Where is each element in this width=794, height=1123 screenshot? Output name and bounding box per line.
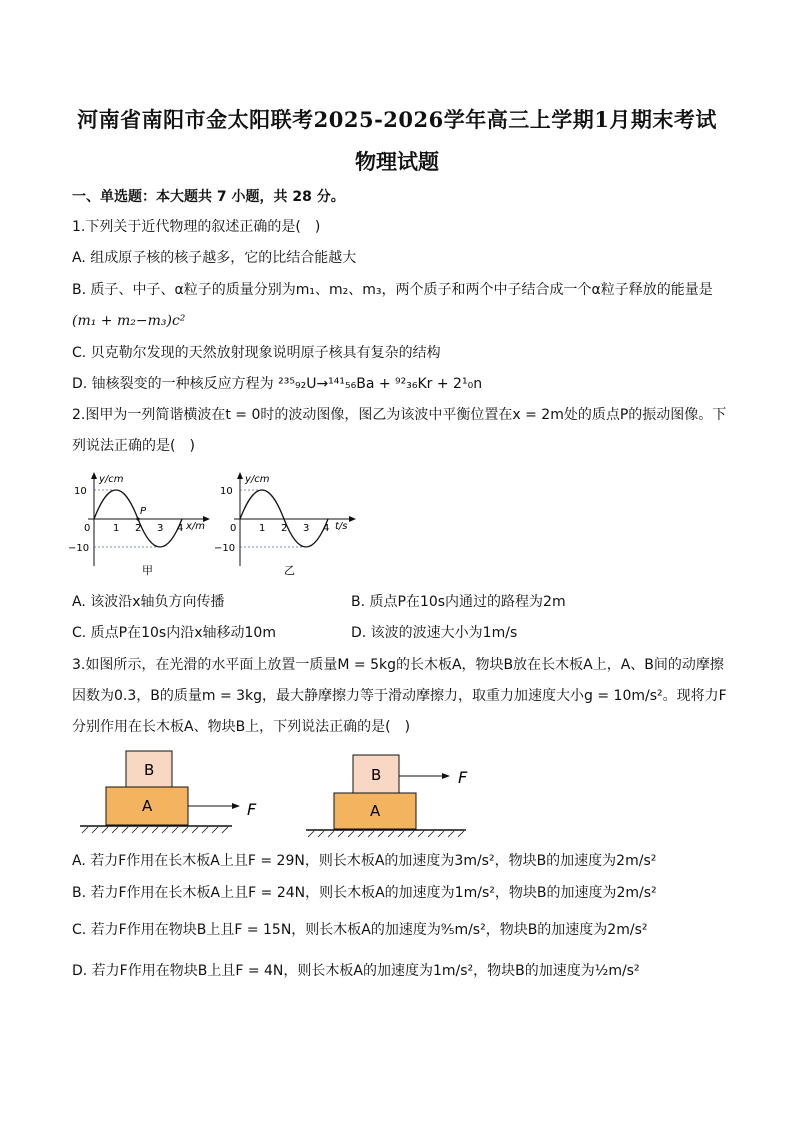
graph-left-ylabel: y/cm [99, 474, 124, 485]
graph-left-xlabel: x/m [186, 521, 206, 532]
exam-subtitle: 物理试题 [355, 149, 439, 174]
exam-title: 河南省南阳市金太阳联考2025-2026学年高三上学期1月期末考试 [77, 107, 717, 132]
graph-right-origin: 0 [230, 523, 237, 534]
q2-stem-line2: 列说法正确的是( ) [72, 438, 195, 454]
q1-option-d: D. 铀核裂变的一种核反应方程为 ²³⁵₉₂U→¹⁴¹₅₆Ba + ⁹²₃₆Kr + 2¹₀n [72, 376, 483, 392]
q2-option-c: C. 质点P在10s内沿x轴移动10m [72, 625, 276, 641]
q3-option-d: D. 若力F作用在物块B上且F = 4N，则长木板A的加速度为1m/s²，物块B的加速度为½m/s² [72, 963, 640, 979]
q1-option-c: C. 贝克勒尔发现的天然放射现象说明原子核具有复杂的结构 [72, 345, 441, 361]
point-p-marker [136, 517, 139, 520]
section-heading: 一、单选题：本大题共 7 小题，共 28 分。 [72, 189, 345, 205]
graph-left-ytick-top: 10 [74, 486, 87, 497]
q3-stem-line1: 3.如图所示，在光滑的水平面上放置一质量M = 5kg的长木板A，物块B放在长木板A上，A、B间的动摩擦 [72, 657, 724, 673]
graph-left-ytick-bottom: −10 [68, 543, 90, 554]
q1-stem: 1.下列关于近代物理的叙述正确的是( ) [72, 219, 321, 235]
q2-option-d: D. 该波的波速大小为1m/s [351, 625, 518, 641]
q3-option-c: C. 若力F作用在物块B上且F = 15N，则长木板A的加速度为⁹⁄₅m/s²，物块B的加速度为2m/s² [72, 922, 648, 938]
graph-left-origin: 0 [84, 523, 91, 534]
q3-stem-line2: 因数为0.3，B的质量m = 3kg，最大静摩擦力等于滑动摩擦力，取重力加速度大小g = 10m/s²。现将力F [72, 688, 727, 704]
graph-right-xtick-4: 4 [323, 523, 330, 534]
block-b-label-right: B [371, 766, 382, 784]
block-b-label-left: B [144, 761, 155, 779]
q2-stem-line1: 2.图甲为一列简谐横波在t = 0时的波动图像，图乙为该波中平衡位置在x = 2m处的质点P的振动图像。下 [72, 407, 727, 423]
graph-left-xtick-3: 3 [157, 523, 164, 534]
q3-option-b: B. 若力F作用在长木板A上且F = 24N，则长木板A的加速度为1m/s²，物块B的加速度为2m/s² [72, 885, 657, 901]
q1-option-b: B. 质子、中子、α粒子的质量分别为m₁、m₂、m₃，两个质子和两个中子结合成一个α粒子释放的能量是 [72, 282, 713, 298]
graph-right-ylabel: y/cm [245, 474, 270, 485]
q3-stem-line3: 分别作用在长木板A、物块B上，下列说法正确的是( ) [72, 719, 411, 735]
graph-right-xlabel: t/s [335, 521, 348, 532]
graph-left-xtick-1: 1 [113, 523, 120, 534]
graph-right-xtick-3: 3 [303, 523, 310, 534]
wave-graph-right [214, 468, 364, 578]
q1-option-a: A. 组成原子核的核子越多，它的比结合能越大 [72, 250, 357, 266]
block-diagram-force-on-b [298, 748, 498, 840]
force-f-label-right: F [458, 768, 468, 787]
wave-graph-left [68, 468, 218, 578]
q2-option-b: B. 质点P在10s内通过的路程为2m [351, 594, 566, 610]
graph-right-caption: 乙 [284, 564, 295, 577]
graph-left-caption: 甲 [142, 564, 153, 577]
q1-option-b-formula: (m₁ + m₂−m₃)c² [72, 313, 186, 329]
q2-option-a: A. 该波沿x轴负方向传播 [72, 594, 225, 610]
block-a-label-right: A [370, 802, 381, 820]
block-diagram-force-on-a [72, 748, 272, 840]
q3-option-a: A. 若力F作用在长木板A上且F = 29N，则长木板A的加速度为3m/s²，物块B的加速度为2m/s² [72, 853, 657, 869]
graph-left-xtick-2: 2 [135, 523, 142, 534]
graph-right-xtick-1: 1 [259, 523, 266, 534]
graph-right-ytick-top: 10 [220, 486, 233, 497]
graph-right-xtick-2: 2 [281, 523, 288, 534]
graph-right-ytick-bottom: −10 [214, 543, 236, 554]
force-f-label-left: F [247, 800, 257, 819]
point-p-label: P [140, 506, 147, 517]
graph-left-xtick-4: 4 [177, 523, 184, 534]
block-a-label-left: A [142, 797, 153, 815]
